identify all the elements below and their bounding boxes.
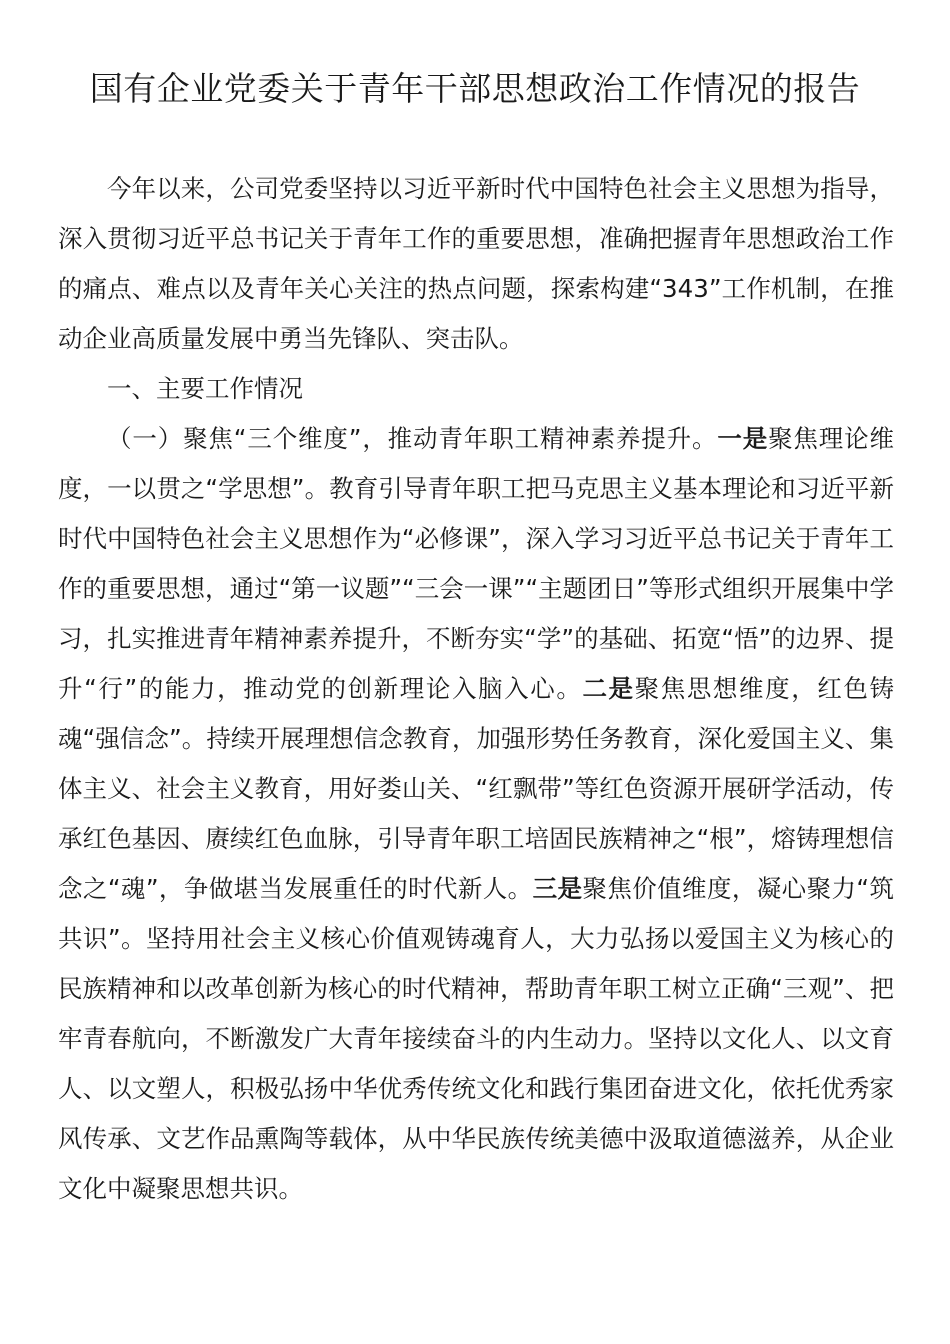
point-text-2: 聚焦思想维度，红色铸魂“强信念”。持续开展理想信念教育，加强形势任务教育，深化爱国主义、集体主义、社会主义教育，用好娄山关、“红飘带”等红色资源开展研学活动，传承红色基因、赓续红色血脉，引导青年职工培固民族精神之“根”，熔铸理想信念之“魂”，争做堪当发展重任的时代新人。 xyxy=(58,674,895,903)
subsection-paragraph xyxy=(58,414,894,1214)
document-body xyxy=(58,164,894,1214)
point-label-1: 一是 xyxy=(717,424,769,453)
point-text-3: 聚焦价值维度，凝心聚力“筑共识”。坚持用社会主义核心价值观铸魂育人，大力弘扬以爱国主义为核心的民族精神和以改革创新为核心的时代精神，帮助青年职工树立正确“三观”、把牢青春航向，不断激发广大青年接续奋斗的内生动力。坚持以文化人、以文育人、以文塑人，积极弘扬中华优秀传统文化和践行集团奋进文化，依托优秀家风传承、文艺作品熏陶等载体，从中华民族传统美德中汲取道德滋养，从企业文化中凝聚思想共识。 xyxy=(58,874,895,1203)
intro-paragraph: 今年以来，公司党委坚持以习近平新时代中国特色社会主义思想为指导，深入贯彻习近平总书记关于青年工作的重要思想，准确把握青年思想政治工作的痛点、难点以及青年关心关注的热点问题，探索构建“343”工作机制，在推动企业高质量发展中勇当先锋队、突击队。 xyxy=(58,174,894,353)
point-label-3: 三是 xyxy=(532,874,583,903)
section-heading: 一、主要工作情况 xyxy=(107,374,303,403)
subsection-lead: （一）聚焦“三个维度”，推动青年职工精神素养提升。 xyxy=(107,424,718,453)
document-title: 国有企业党委关于青年干部思想政治工作情况的报告 xyxy=(89,69,861,108)
point-label-2: 二是 xyxy=(582,674,635,703)
point-text-1: 聚焦理论维度，一以贯之“学思想”。教育引导青年职工把马克思主义基本理论和习近平新时代中国特色社会主义思想作为“必修课”，深入学习习近平总书记关于青年工作的重要思想，通过“第一议题”“三会一课”“主题团日”等形式组织开展集中学习，扎实推进青年精神素养提升，不断夯实“学”的基础、拓宽“悟”的边界、提升“行”的能力，推动党的创新理论入脑入心。 xyxy=(58,424,894,703)
